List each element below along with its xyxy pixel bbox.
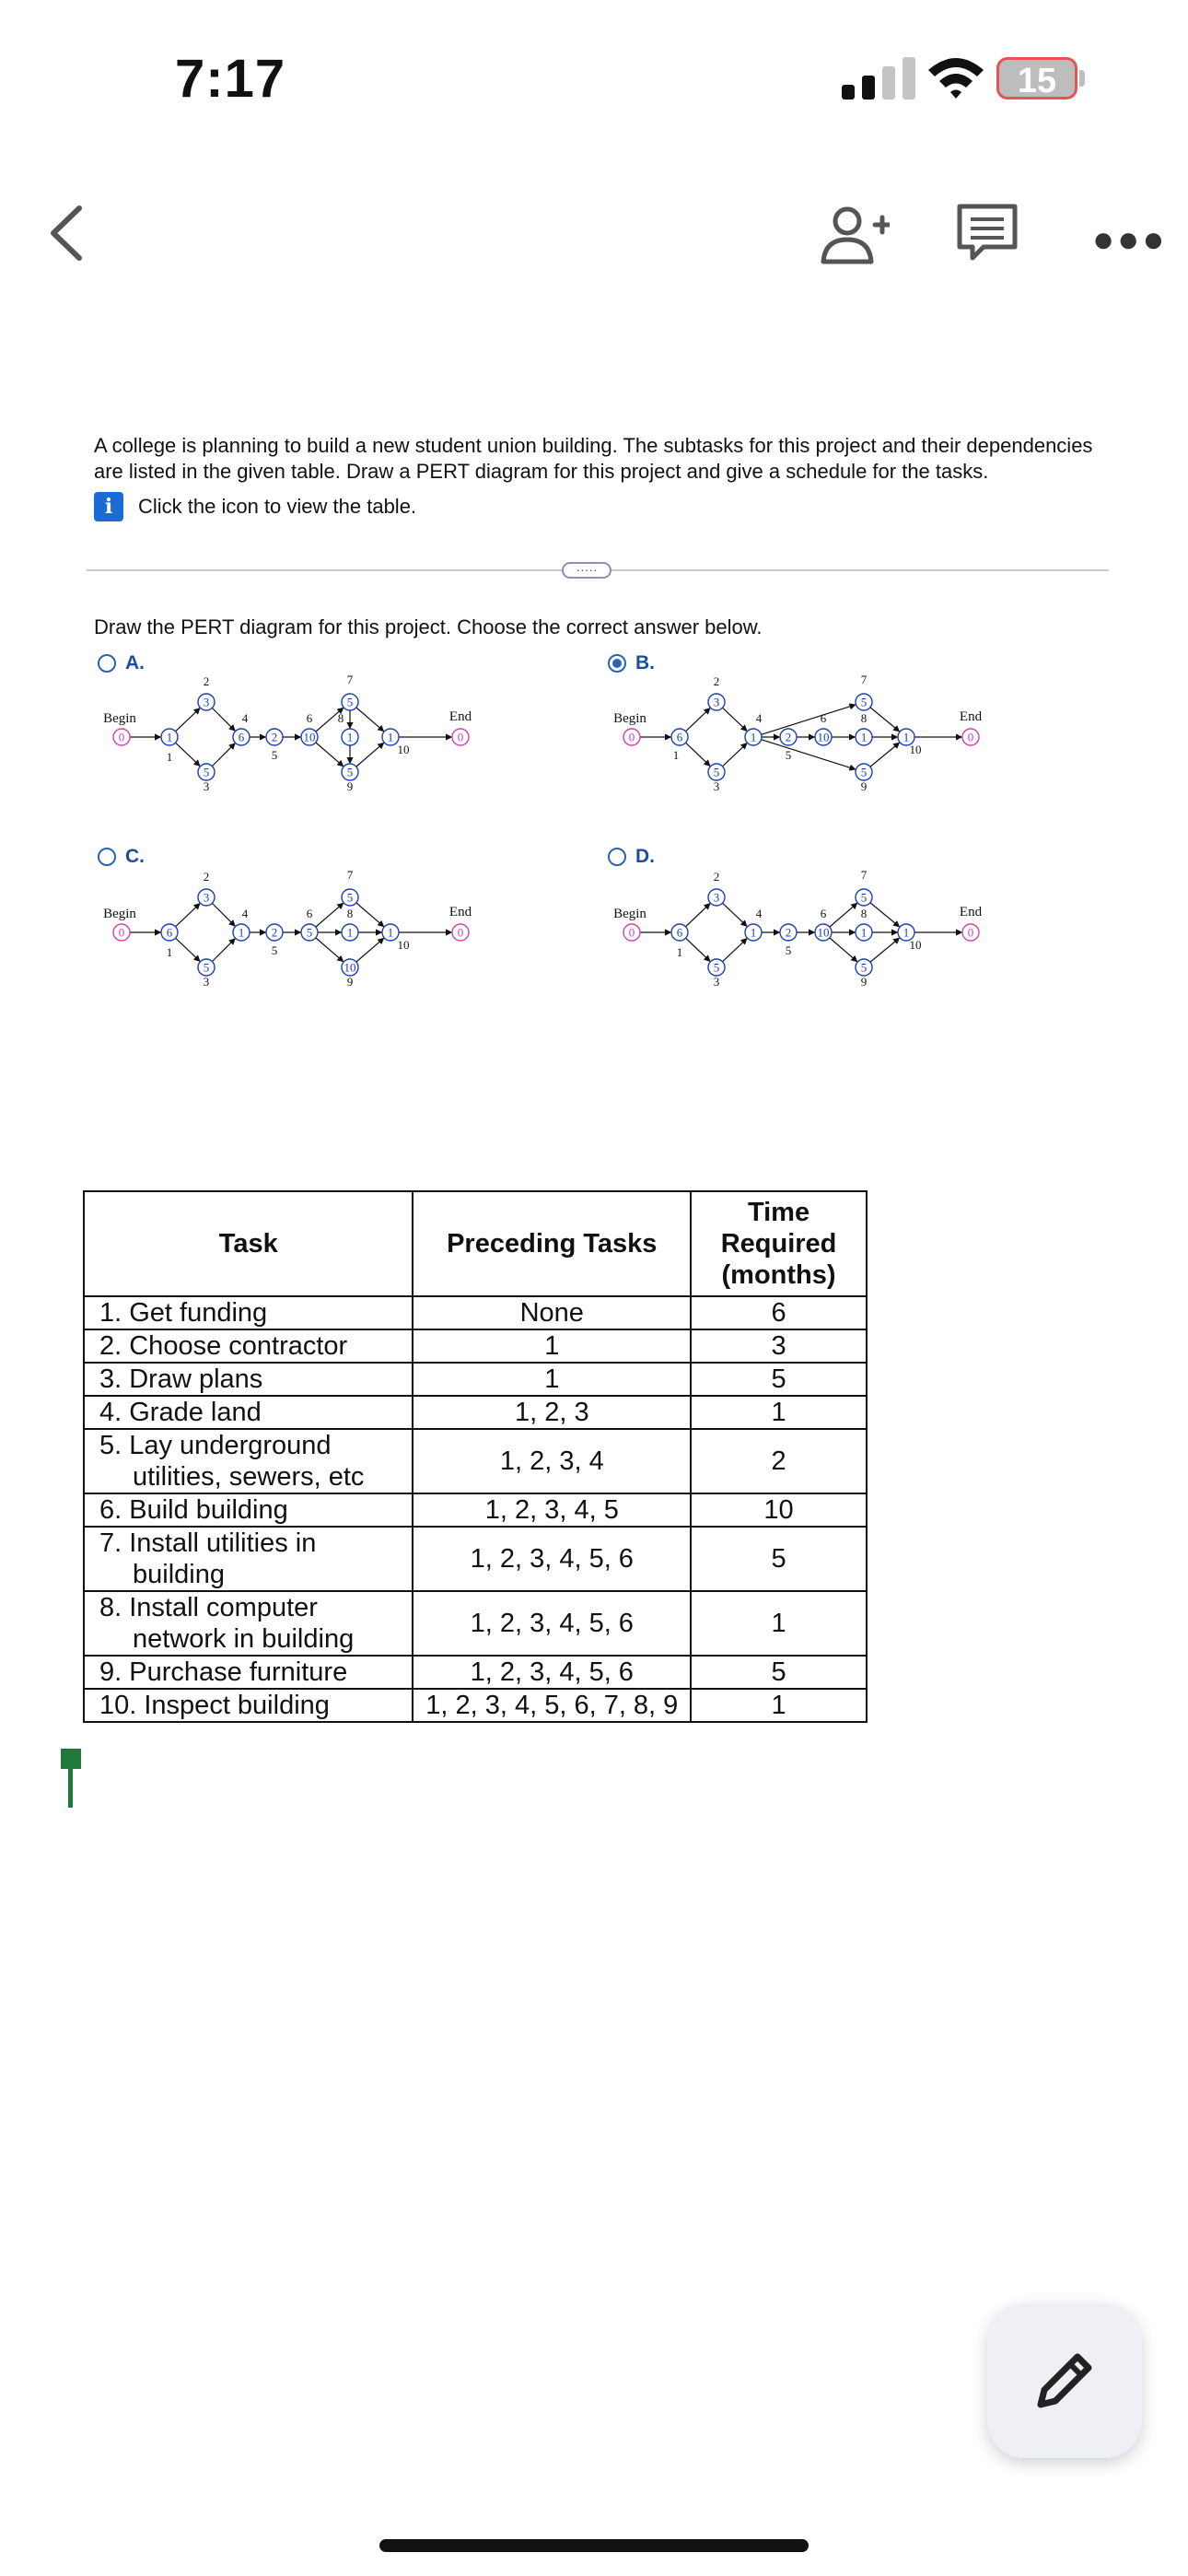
pert-diagram-a[interactable] [99,674,486,849]
diagram-begin-label: Begin [613,907,646,921]
time-cell: 2 [691,1429,867,1493]
comment-icon[interactable] [956,203,1019,262]
diagram-task-number: 3 [713,975,720,989]
option-c-label: C. [125,846,145,867]
diagram-edge [686,904,710,927]
diagram-edge [870,938,899,962]
diagram-task-number: 9 [860,975,868,989]
pencil-icon [1028,2344,1101,2418]
diagram-end-label: End [448,709,472,724]
diagram-task-number: 7 [346,870,354,882]
diagram-node-label: 2 [271,925,278,940]
diagram-edge [723,744,747,767]
diagram-task-number: 5 [271,748,278,762]
diagram-edge [356,744,384,767]
diagram-node-label: 5 [306,925,313,940]
more-options-icon[interactable]: ●●● [1092,219,1168,260]
diagram-node-label: 6 [238,730,245,744]
diagram-node-label: 0 [628,730,635,744]
diagram-task-number: 9 [346,779,354,793]
diagram-node-label: 10 [303,730,316,744]
table-row [84,1656,867,1689]
diagram-node-label: 3 [713,890,720,905]
option-c-radio[interactable] [98,848,116,866]
diagram-node-label: 1 [346,730,354,744]
diagram-node-label: 5 [860,960,868,975]
task-cell: 6. Build building [84,1493,413,1527]
diagram-node-label: 5 [203,765,210,779]
diagram-node-label: 1 [750,925,757,940]
diagram-begin-label: Begin [103,711,136,726]
diagram-task-number: 4 [241,907,249,920]
task-cell: 7. Install utilities in building [84,1527,413,1591]
table-row [84,1396,867,1429]
diagram-node-label: 1 [860,925,868,940]
diagram-node-label: 6 [676,925,683,940]
diagram-begin-label: Begin [613,711,646,726]
diagram-edge [870,743,899,767]
diagram-node-label: 0 [118,730,125,744]
expand-button[interactable]: ····· [562,562,611,579]
diagram-edge [212,939,235,962]
table-row [84,1296,867,1329]
diagram-task-number: 3 [203,779,210,793]
diagram-edge [762,705,856,734]
diagram-task-number: 10 [909,938,922,952]
wifi-icon [926,53,986,100]
diagram-edge [212,744,235,767]
diagram-edge [316,743,344,767]
add-user-icon[interactable] [820,205,890,265]
diagram-node-label: 5 [346,695,354,709]
diagram-task-number: 4 [241,711,249,725]
diagram-node-label: 0 [118,925,125,940]
diagram-node-label: 5 [713,960,720,975]
header-task: Task [84,1191,413,1296]
view-table-label: Click the icon to view the table. [138,495,417,518]
diagram-edge [870,708,899,732]
diagram-task-number: 1 [672,748,680,762]
table-row [84,1527,867,1591]
time-cell: 5 [691,1656,867,1689]
diagram-node-label: 1 [903,730,910,744]
diagram-begin-label: Begin [103,907,136,921]
diagram-task-number: 3 [713,779,720,793]
diagram-end-label: End [448,905,472,919]
task-cell: 3. Draw plans [84,1363,413,1396]
option-b[interactable] [608,652,655,674]
table-row [84,1363,867,1396]
diagram-task-number: 2 [203,870,210,884]
diagram-node-label: 3 [713,695,720,709]
diagram-node-label: 1 [238,925,245,940]
task-table [83,1190,868,1723]
diagram-task-number: 10 [909,743,922,756]
time-cell: 10 [691,1493,867,1527]
diagram-node-label: 3 [203,890,210,905]
diagram-node-label: 1 [750,730,757,744]
preceding-cell: 1, 2, 3, 4, 5, 6 [413,1591,691,1656]
diagram-task-number: 8 [337,711,344,725]
option-a[interactable] [98,652,145,674]
table-header-row [84,1191,867,1296]
diagram-node-label: 2 [271,730,278,744]
diagram-task-number: 10 [397,938,410,952]
diagram-node-label: 0 [967,730,974,744]
diagram-edge [176,743,200,766]
preceding-cell: 1, 2, 3, 4, 5, 6 [413,1656,691,1689]
diagram-node-label: 1 [387,730,394,744]
info-icon[interactable]: i [94,492,123,521]
diagram-edge [830,938,857,962]
diagram-node-label: 5 [346,890,354,905]
diagram-task-number: 4 [755,711,763,725]
diagram-task-number: 8 [860,711,868,725]
diagram-end-label: End [959,905,983,919]
diagram-task-number: 2 [203,674,210,688]
diagram-task-number: 9 [346,975,354,989]
option-a-label: A. [125,652,145,673]
time-cell: 5 [691,1527,867,1591]
preceding-cell: 1 [413,1363,691,1396]
option-b-radio[interactable] [608,654,626,673]
diagram-task-number: 6 [306,907,313,920]
diagram-node-label: 0 [457,730,464,744]
edit-button[interactable] [987,2303,1142,2458]
diagram-node-label: 2 [785,730,792,744]
diagram-node-label: 10 [817,730,830,744]
time-cell: 1 [691,1396,867,1429]
diagram-task-number: 1 [676,945,683,959]
diagram-task-number: 5 [271,943,278,957]
diagram-edge [762,740,856,769]
task-cell: 10. Inspect building [84,1689,413,1722]
question-text: A college is planning to build a new student union building. The subtasks for this project and their dependencies are listed in the given table. Draw a PERT diagram for this project and give a schedule for the tasks. [94,434,1093,483]
diagram-task-number: 7 [346,674,354,686]
diagram-task-number: 6 [306,711,313,725]
diagram-node-label: 5 [860,695,868,709]
diagram-edge [870,903,899,927]
header-preceding: Preceding Tasks [413,1191,691,1296]
diagram-node-label: 5 [713,765,720,779]
battery-indicator: 15 [996,57,1077,100]
pert-diagram-b[interactable] [610,674,996,849]
home-indicator [379,2539,809,2552]
pert-diagram-d[interactable] [610,870,996,1045]
diagram-edge [176,938,200,961]
task-cell: 5. Lay underground utilities, sewers, etc [84,1429,413,1493]
preceding-cell: None [413,1296,691,1329]
task-cell: 9. Purchase furniture [84,1656,413,1689]
diagram-edge [212,903,235,926]
diagram-node-label: 5 [203,960,210,975]
task-cell: 2. Choose contractor [84,1329,413,1363]
diagram-node-label: 5 [860,890,868,905]
view-table-link[interactable] [94,492,416,521]
diagram-node-label: 0 [457,925,464,940]
diagram-node-label: 0 [967,925,974,940]
time-cell: 1 [691,1689,867,1722]
diagram-edge [316,904,344,928]
diagram-edge [686,938,710,961]
diagram-node-label: 2 [785,925,792,940]
diagram-task-number: 6 [820,711,827,725]
diagram-edge [723,939,747,962]
diagram-task-number: 5 [785,748,792,762]
diagram-edge [723,708,747,731]
diagram-task-number: 6 [820,907,827,920]
diagram-node-label: 5 [860,765,868,779]
table-row [84,1689,867,1722]
option-d-label: D. [635,846,655,867]
diagram-node-label: 1 [166,730,173,744]
diagram-node-label: 1 [903,925,910,940]
diagram-task-number: 4 [755,907,763,920]
diagram-task-number: 7 [860,870,868,882]
diagram-edge [316,938,344,962]
answer-prompt: Draw the PERT diagram for this project. Choose the correct answer below. [94,615,763,638]
diagram-edge [686,743,710,766]
diagram-task-number: 5 [785,943,792,957]
diagram-edge [356,939,384,963]
preceding-cell: 1 [413,1329,691,1363]
time-cell: 5 [691,1363,867,1396]
task-cell: 4. Grade land [84,1396,413,1429]
diagram-node-label: 5 [346,765,354,779]
table-row [84,1591,867,1656]
option-b-label: B. [635,652,655,673]
diagram-edge [686,708,710,732]
preceding-cell: 1, 2, 3, 4, 5, 6, 7, 8, 9 [413,1689,691,1722]
battery-tip [1079,70,1085,87]
diagram-task-number: 1 [166,945,173,959]
diagram-end-label: End [959,709,983,724]
diagram-task-number: 2 [713,674,720,688]
option-d-radio[interactable] [608,848,626,866]
signal-icon [840,57,923,100]
diagram-task-number: 8 [860,907,868,920]
diagram-task-number: 8 [346,907,354,920]
diagram-task-number: 2 [713,870,720,884]
diagram-node-label: 1 [387,925,394,940]
preceding-cell: 1, 2, 3, 4 [413,1429,691,1493]
diagram-edge [723,903,747,926]
diagram-task-number: 10 [397,743,410,756]
back-chevron-icon[interactable] [44,203,90,263]
table-row [84,1329,867,1363]
cursor-marker-line [68,1765,73,1808]
diagram-task-number: 1 [166,750,173,764]
pert-diagram-c[interactable] [99,870,486,1045]
table-row [84,1493,867,1527]
diagram-task-number: 9 [860,779,868,793]
diagram-node-label: 0 [628,925,635,940]
preceding-cell: 1, 2, 3 [413,1396,691,1429]
diagram-node-label: 3 [203,695,210,709]
diagram-node-label: 6 [166,925,173,940]
header-time: Time Required (months) [691,1191,867,1296]
preceding-cell: 1, 2, 3, 4, 5 [413,1493,691,1527]
time-cell: 3 [691,1329,867,1363]
task-cell: 1. Get funding [84,1296,413,1329]
task-cell: 8. Install computer network in building [84,1591,413,1656]
preceding-cell: 1, 2, 3, 4, 5, 6 [413,1527,691,1591]
table-row [84,1429,867,1493]
diagram-edge [356,903,384,927]
diagram-node-label: 10 [344,960,356,975]
option-a-radio[interactable] [98,654,116,673]
diagram-edge [830,904,857,928]
diagram-edge [176,708,200,732]
diagram-node-label: 6 [676,730,683,744]
time-cell: 1 [691,1591,867,1656]
diagram-edge [176,904,200,927]
diagram-task-number: 7 [860,674,868,686]
time-cell: 6 [691,1296,867,1329]
diagram-edge [212,708,235,731]
diagram-node-label: 10 [817,925,830,940]
diagram-node-label: 1 [860,730,868,744]
diagram-task-number: 3 [203,975,210,989]
status-time: 7:17 [175,49,286,109]
diagram-edge [356,708,384,732]
diagram-node-label: 1 [346,925,354,940]
